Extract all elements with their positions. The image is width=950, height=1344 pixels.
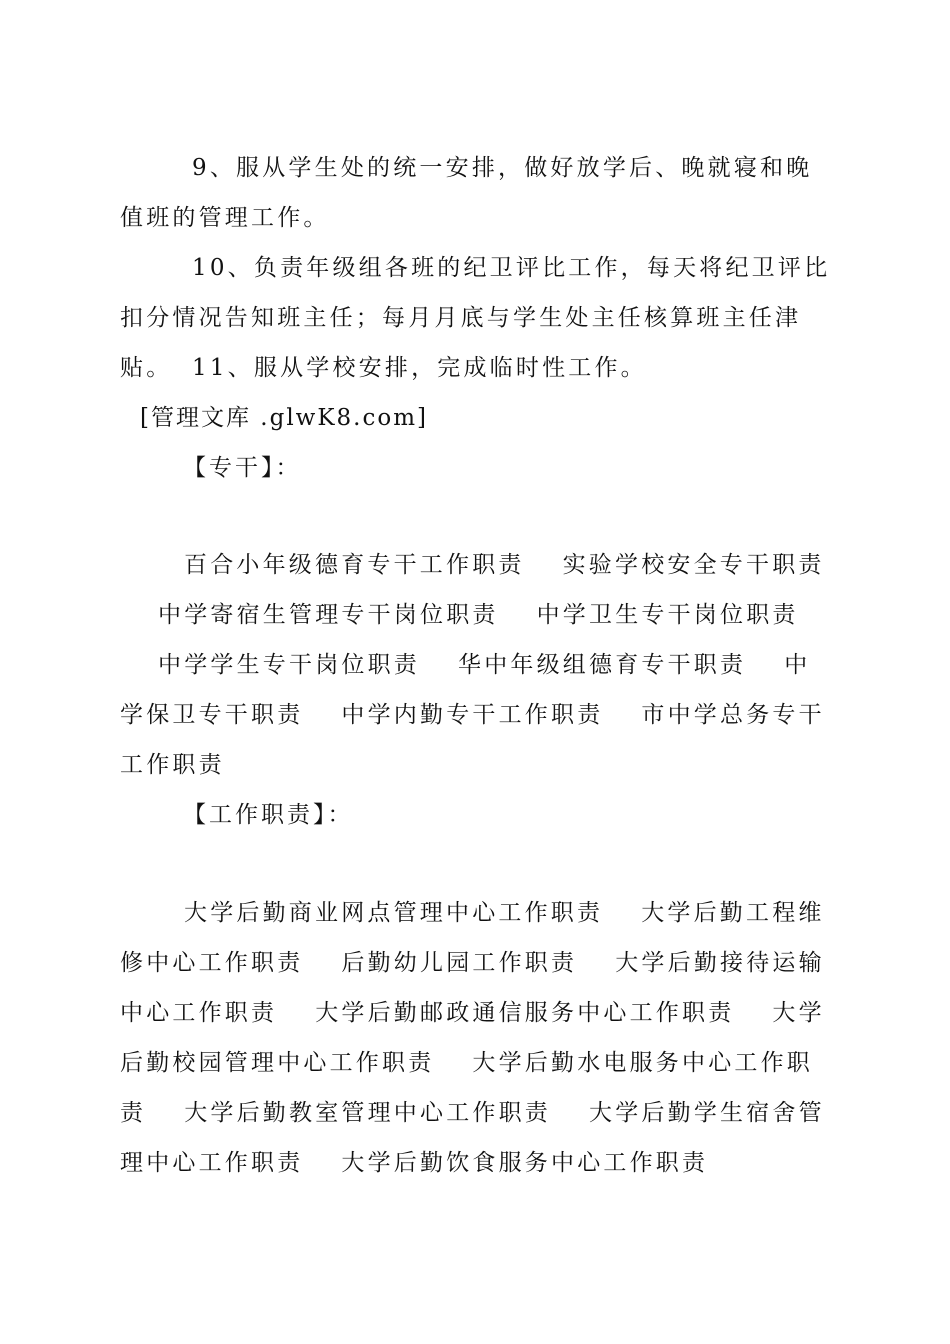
related-link[interactable]: 市中学总务专干工作职责 (120, 702, 825, 778)
paragraph-item-10: 10、负责年级组各班的纪卫评比工作，每天将纪卫评比扣分情况告知班主任；每月月底与学生处主任核算班主任津贴。 (120, 255, 831, 381)
related-link[interactable]: 大学后勤校园管理中心工作职责 (120, 1000, 825, 1076)
related-link[interactable]: 大学后勤工程维修中心工作职责 (120, 900, 825, 976)
related-links-gongzuo-zhize (120, 888, 832, 1188)
related-link[interactable]: 百合小年级德育专干工作职责 (184, 552, 525, 578)
related-link[interactable]: 大学后勤学生宿舍管理中心工作职责 (120, 1100, 825, 1176)
related-link[interactable]: 大学后勤商业网点管理中心工作职责 (184, 900, 604, 926)
related-link[interactable]: 中学保卫专干职责 (120, 652, 811, 728)
related-link[interactable]: 实验学校安全专干职责 (562, 552, 825, 578)
related-link[interactable]: 中学寄宿生管理专干岗位职责 (158, 602, 499, 628)
source-note: [管理文库 .glwK8.com] (140, 405, 428, 431)
related-link[interactable]: 大学后勤接待运输中心工作职责 (120, 950, 825, 1026)
related-link[interactable]: 华中年级组德育专干职责 (458, 652, 747, 678)
section-heading-zhuangan: 【专干】： (183, 455, 302, 481)
related-link[interactable]: 中学学生专干岗位职责 (158, 652, 420, 678)
related-link[interactable]: 中学卫生专干岗位职责 (536, 602, 799, 628)
section-heading-gongzuo-zhize: 【工作职责】： (183, 802, 354, 828)
related-link[interactable]: 大学后勤邮政通信服务中心工作职责 (315, 1000, 735, 1026)
paragraph-item-11: 11、服从学校安排，完成临时性工作。 (192, 355, 647, 381)
related-link[interactable]: 大学后勤水电服务中心工作职责 (120, 1050, 814, 1126)
related-link[interactable]: 大学后勤教室管理中心工作职责 (184, 1100, 552, 1126)
related-link[interactable]: 后勤幼儿园工作职责 (341, 950, 578, 976)
related-link[interactable]: 中学内勤专干工作职责 (341, 702, 604, 728)
related-link[interactable]: 大学后勤饮食服务中心工作职责 (341, 1150, 709, 1176)
related-links-zhuangan (120, 540, 832, 790)
paragraph-item-9: 9、服从学生处的统一安排，做好放学后、晚就寝和晚值班的管理工作。 (120, 155, 813, 231)
